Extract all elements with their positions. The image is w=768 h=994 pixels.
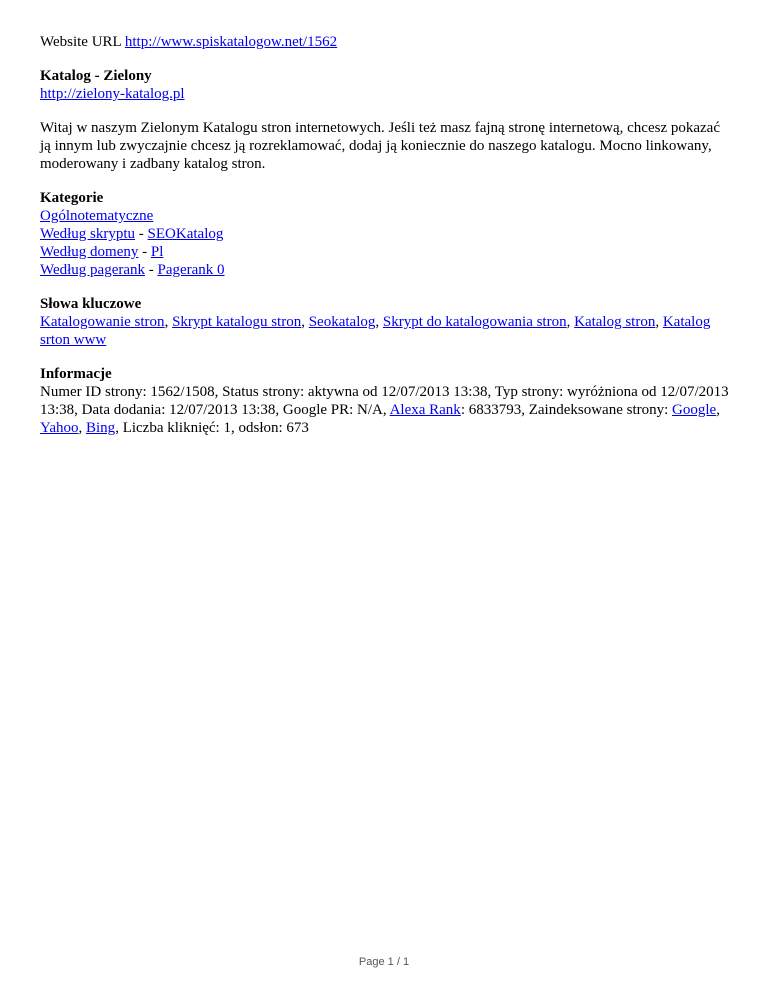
page-number-footer: Page 1 / 1 — [358, 956, 410, 968]
document-page — [40, 33, 730, 453]
catalog-description: Witaj w naszym Zielonym Katalogu stron internetowych. Jeśli też masz fajną stronę internetową, chcesz pokazać ją innym lub zwyczajnie chcesz ją rozreklamować, dodaj ją koniecznie do naszego katalogu. Mocno linkowany, moderowany i zadbany katalog stron. — [40, 120, 720, 172]
categories-section — [40, 189, 730, 279]
keywords-list: Katalogowanie stron, Skrypt katalogu stron, Seokatalog, Skrypt do katalogowania stron, Katalog stron, Katalog srton www — [40, 314, 711, 348]
category-general-link[interactable]: Ogólnotematyczne — [40, 208, 154, 224]
keywords-section — [40, 295, 730, 349]
category-separator: - — [145, 262, 158, 278]
keyword-link[interactable]: Skrypt do katalogowania stron — [382, 314, 567, 330]
bing-link[interactable]: Bing — [86, 420, 116, 436]
info-text-end: , Liczba kliknięć: 1, odsłon: 673 — [115, 420, 309, 436]
keyword-link[interactable]: Katalogowanie stron — [40, 314, 165, 330]
category-by-domain-link[interactable]: Według domeny — [40, 244, 139, 260]
category-by-script-link[interactable]: Według skryptu — [40, 226, 136, 242]
website-url-label: Website URL — [40, 34, 122, 50]
alexa-rank-link[interactable]: Alexa Rank — [389, 402, 461, 418]
yahoo-link[interactable]: Yahoo — [40, 420, 79, 436]
category-domain-value-link[interactable]: Pl — [150, 244, 164, 260]
info-text-start: Numer ID strony: 1562/1508, Status strony: aktywna od 12/07/2013 13:38, Typ strony: wyróżniona od 12/07/2013 13:38, Data dodania: 12/07/2013 13:38, Google PR: N/A, — [40, 384, 729, 418]
keyword-link[interactable]: Katalog stron — [574, 314, 656, 330]
category-by-pagerank-link[interactable]: Według pagerank — [40, 262, 145, 278]
catalog-section — [40, 67, 730, 103]
keywords-heading: Słowa kluczowe — [40, 296, 142, 312]
info-heading: Informacje — [40, 366, 112, 382]
info-text-middle: : 6833793, Zaindeksowane strony: — [460, 402, 673, 418]
website-url-line — [40, 33, 730, 51]
catalog-title: Katalog - Zielony — [40, 68, 152, 84]
catalog-link[interactable]: http://zielony-katalog.pl — [40, 86, 185, 102]
keyword-link[interactable]: Katalog srton www — [40, 314, 711, 348]
category-separator: - — [135, 226, 148, 242]
website-url-link[interactable]: http://www.spiskatalogow.net/1562 — [124, 34, 338, 50]
keyword-link[interactable]: Seokatalog — [308, 314, 376, 330]
info-text: Numer ID strony: 1562/1508, Status strony: aktywna od 12/07/2013 13:38, Typ strony: wyróżniona od 12/07/2013 13:38, Data dodania: 12/07/2013 13:38, Google PR: N/A, Alexa Rank: 6833793, Zaindeksowane strony: Google, Yahoo, Bing, Liczba kliknięć: 1, odsłon: 673 — [40, 384, 729, 436]
keyword-link[interactable]: Skrypt katalogu stron — [172, 314, 302, 330]
google-link[interactable]: Google — [672, 402, 717, 418]
category-script-value-link[interactable]: SEOKatalog — [147, 226, 224, 242]
category-pagerank-value-link[interactable]: Pagerank 0 — [157, 262, 225, 278]
category-separator: - — [138, 244, 151, 260]
info-section — [40, 365, 730, 437]
categories-heading: Kategorie — [40, 190, 104, 206]
